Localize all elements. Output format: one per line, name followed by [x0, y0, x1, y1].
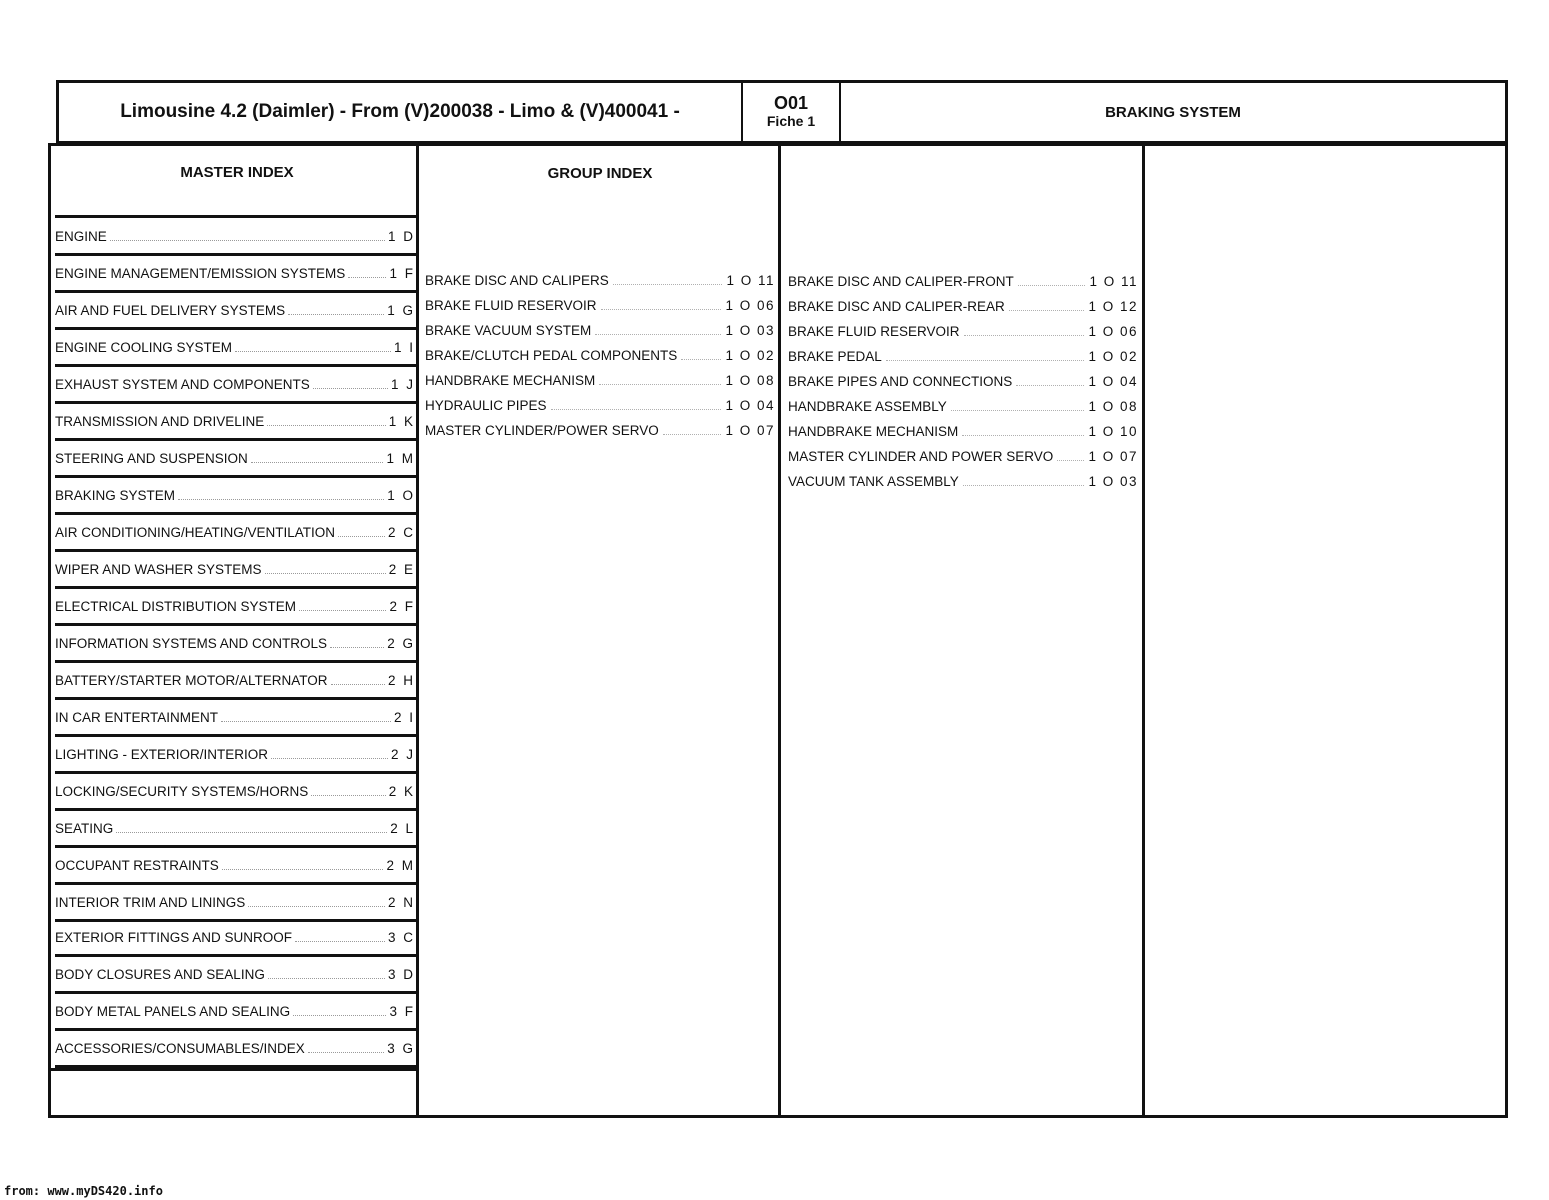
- sub-index-item-label: BRAKE DISC AND CALIPER-REAR: [788, 299, 1005, 314]
- leader-dots: [1057, 452, 1084, 461]
- master-index-item-code: 1 K: [388, 413, 415, 429]
- leader-dots: [265, 565, 386, 574]
- leader-dots: [681, 351, 721, 360]
- sub-index-item-code: 1 O 08: [1088, 399, 1138, 414]
- group-index-item-code: 1 O 04: [725, 398, 775, 413]
- group-index-item-code: 1 O 06: [725, 298, 775, 313]
- leader-dots: [271, 750, 388, 759]
- master-index-item-label: IN CAR ENTERTAINMENT: [55, 709, 219, 725]
- master-index-item-label: AIR CONDITIONING/HEATING/VENTILATION: [55, 524, 336, 540]
- sub-index-item-label: BRAKE DISC AND CALIPER-FRONT: [788, 274, 1014, 289]
- document-title: Limousine 4.2 (Daimler) - From (V)200038 - Limo & (V)400041 -: [59, 83, 743, 141]
- leader-dots: [110, 232, 385, 241]
- group-index-item[interactable]: [425, 418, 775, 443]
- master-index-item-label: EXHAUST SYSTEM AND COMPONENTS: [55, 376, 310, 392]
- leader-dots: [962, 427, 1084, 436]
- master-index-item-label: BRAKING SYSTEM: [55, 487, 176, 503]
- leader-dots: [116, 824, 387, 833]
- leader-dots: [308, 1044, 384, 1053]
- leader-dots: [601, 301, 722, 310]
- fiche-cell: [743, 83, 841, 141]
- master-index-item-label: EXTERIOR FITTINGS AND SUNROOF: [55, 929, 293, 945]
- master-index-item-code: 2 M: [386, 857, 415, 873]
- source-footer: from: www.myDS420.info: [4, 1184, 163, 1198]
- master-index-item[interactable]: [55, 663, 419, 700]
- master-index-item-code: 2 E: [388, 561, 415, 577]
- master-index-item-code: 2 J: [390, 746, 415, 762]
- master-index-item-code: 2 I: [393, 709, 415, 725]
- sub-index-item-label: HANDBRAKE ASSEMBLY: [788, 399, 947, 414]
- group-index-item-label: BRAKE VACUUM SYSTEM: [425, 323, 592, 338]
- leader-dots: [331, 676, 385, 685]
- group-index-item-code: 1 O 02: [725, 348, 775, 363]
- column-divider: [1142, 143, 1145, 1118]
- master-index-item-label: BATTERY/STARTER MOTOR/ALTERNATOR: [55, 672, 328, 688]
- sub-index-item-label: VACUUM TANK ASSEMBLY: [788, 474, 959, 489]
- leader-dots: [313, 380, 388, 389]
- master-index-item[interactable]: [55, 219, 419, 256]
- master-index-item[interactable]: [55, 478, 419, 515]
- master-index-item-label: INFORMATION SYSTEMS AND CONTROLS: [55, 635, 328, 651]
- sub-index-list: [788, 269, 1138, 494]
- leader-dots: [248, 898, 385, 907]
- leader-dots: [295, 933, 385, 942]
- master-index-end-rule: [51, 1068, 419, 1071]
- group-index-item-label: MASTER CYLINDER/POWER SERVO: [425, 423, 659, 438]
- sub-index-item-code: 1 O 06: [1088, 324, 1138, 339]
- leader-dots: [1016, 377, 1084, 386]
- master-index-item[interactable]: [55, 848, 419, 885]
- master-index-item-label: LIGHTING - EXTERIOR/INTERIOR: [55, 746, 269, 762]
- sub-index-item[interactable]: [788, 369, 1138, 394]
- master-index-item-code: 2 G: [387, 635, 415, 651]
- leader-dots: [235, 343, 391, 352]
- sub-index-item-code: 1 O 07: [1088, 449, 1138, 464]
- master-index-item-label: WIPER AND WASHER SYSTEMS: [55, 561, 262, 577]
- group-index-item[interactable]: [425, 293, 775, 318]
- group-index-item[interactable]: [425, 368, 775, 393]
- master-index-item-code: 1 F: [389, 265, 415, 281]
- leader-dots: [299, 602, 386, 611]
- group-index-item-label: BRAKE DISC AND CALIPERS: [425, 273, 609, 288]
- group-index-item-label: BRAKE/CLUTCH PEDAL COMPONENTS: [425, 348, 678, 363]
- leader-dots: [268, 970, 385, 979]
- master-index-item[interactable]: [55, 552, 419, 589]
- master-index-item-label: BODY CLOSURES AND SEALING: [55, 966, 265, 982]
- master-index-item-code: 1 I: [393, 339, 415, 355]
- master-index-item[interactable]: [55, 256, 419, 293]
- sub-index-item-label: MASTER CYLINDER AND POWER SERVO: [788, 449, 1054, 464]
- sub-index-item-label: BRAKE FLUID RESERVOIR: [788, 324, 960, 339]
- sub-index-item[interactable]: [788, 469, 1138, 494]
- master-index-item-code: 1 O: [387, 487, 415, 503]
- section-title: BRAKING SYSTEM: [1105, 103, 1241, 121]
- leader-dots: [338, 528, 385, 537]
- master-index-item[interactable]: [55, 293, 419, 330]
- master-index-item-code: 3 G: [387, 1040, 415, 1056]
- group-index-item-code: 1 O 08: [725, 373, 775, 388]
- leader-dots: [663, 426, 722, 435]
- master-index-item[interactable]: [55, 330, 419, 367]
- master-index-item-code: 2 L: [390, 820, 415, 836]
- master-index-item-label: ELECTRICAL DISTRIBUTION SYSTEM: [55, 598, 297, 614]
- group-index-item-code: 1 O 03: [725, 323, 775, 338]
- leader-dots: [886, 352, 1085, 361]
- leader-dots: [267, 417, 385, 426]
- sub-index-item-code: 1 O 04: [1088, 374, 1138, 389]
- master-index-item-label: ENGINE COOLING SYSTEM: [55, 339, 233, 355]
- column-divider: [778, 143, 781, 1118]
- master-index-item-label: SEATING: [55, 820, 114, 836]
- master-index-item-code: 2 H: [387, 672, 415, 688]
- sub-index-item-code: 1 O 03: [1088, 474, 1138, 489]
- master-index-item-label: INTERIOR TRIM AND LININGS: [55, 894, 246, 910]
- leader-dots: [951, 402, 1085, 411]
- leader-dots: [1018, 277, 1086, 286]
- header-box: [56, 80, 1508, 144]
- master-index-item-code: 2 C: [387, 524, 415, 540]
- leader-dots: [222, 861, 384, 870]
- master-index-heading: MASTER INDEX: [180, 164, 294, 181]
- group-index-item[interactable]: [425, 393, 775, 418]
- group-index-item[interactable]: [425, 343, 775, 368]
- master-index-item-code: 2 F: [389, 598, 415, 614]
- master-index-item-label: ENGINE MANAGEMENT/EMISSION SYSTEMS: [55, 265, 346, 281]
- master-index-item-label: LOCKING/SECURITY SYSTEMS/HORNS: [55, 783, 309, 799]
- sub-index-item-code: 1 O 02: [1088, 349, 1138, 364]
- sub-index-item-code: 1 O 10: [1088, 424, 1138, 439]
- master-index-item-label: ENGINE: [55, 228, 107, 244]
- master-index-item[interactable]: [55, 885, 419, 922]
- sub-index-item[interactable]: [788, 294, 1138, 319]
- master-index-item[interactable]: [55, 700, 419, 737]
- group-index-item-label: BRAKE FLUID RESERVOIR: [425, 298, 597, 313]
- sub-index-item-label: BRAKE PIPES AND CONNECTIONS: [788, 374, 1013, 389]
- master-index-item-label: TRANSMISSION AND DRIVELINE: [55, 413, 265, 429]
- group-index-item[interactable]: [425, 318, 775, 343]
- group-index-item-code: 1 O 07: [725, 423, 775, 438]
- leader-dots: [251, 454, 384, 463]
- master-index-item[interactable]: [55, 515, 419, 552]
- leader-dots: [293, 1007, 386, 1016]
- sub-index-item[interactable]: [788, 344, 1138, 369]
- master-index-item-code: 1 D: [387, 228, 415, 244]
- master-index-item-label: STEERING AND SUSPENSION: [55, 450, 248, 466]
- master-index-item[interactable]: [55, 737, 419, 774]
- leader-dots: [348, 269, 386, 278]
- master-index-item-code: 1 M: [386, 450, 415, 466]
- master-index-item-label: AIR AND FUEL DELIVERY SYSTEMS: [55, 302, 286, 318]
- master-index-item[interactable]: [55, 920, 419, 957]
- master-index-item-code: 1 G: [387, 302, 415, 318]
- sub-index-item[interactable]: [788, 269, 1138, 294]
- master-index-item-label: ACCESSORIES/CONSUMABLES/INDEX: [55, 1040, 305, 1056]
- master-index-heading-rule: [55, 215, 419, 218]
- master-index-item-code: 2 K: [388, 783, 415, 799]
- leader-dots: [330, 639, 384, 648]
- master-index-item[interactable]: [55, 589, 419, 626]
- group-index-item[interactable]: [425, 268, 775, 293]
- sub-index-item[interactable]: [788, 419, 1138, 444]
- master-index-item[interactable]: [55, 957, 419, 994]
- group-index-item-label: HYDRAULIC PIPES: [425, 398, 547, 413]
- group-index-heading: GROUP INDEX: [547, 165, 653, 182]
- leader-dots: [1009, 302, 1085, 311]
- leader-dots: [551, 401, 722, 410]
- master-index-item[interactable]: [55, 404, 419, 441]
- master-index-item[interactable]: [55, 367, 419, 404]
- master-index-item[interactable]: [55, 1031, 419, 1068]
- master-index-item[interactable]: [55, 811, 419, 848]
- master-index-item-code: 3 F: [389, 1003, 415, 1019]
- master-index-item-code: 3 D: [387, 966, 415, 982]
- master-index-item[interactable]: [55, 774, 419, 811]
- sub-index-item-code: 1 O 11: [1089, 274, 1138, 289]
- sub-index-item[interactable]: [788, 444, 1138, 469]
- leader-dots: [599, 376, 721, 385]
- master-index-item[interactable]: [55, 626, 419, 663]
- leader-dots: [221, 713, 391, 722]
- fiche-code: O01: [773, 93, 809, 113]
- leader-dots: [964, 327, 1085, 336]
- master-index-item[interactable]: [55, 994, 419, 1031]
- fiche-label: Fiche 1: [766, 113, 816, 129]
- group-index-list: [425, 268, 775, 443]
- sub-index-item-label: BRAKE PEDAL: [788, 349, 882, 364]
- leader-dots: [963, 477, 1085, 486]
- sub-index-item-label: HANDBRAKE MECHANISM: [788, 424, 959, 439]
- master-index-item-label: BODY METAL PANELS AND SEALING: [55, 1003, 291, 1019]
- master-index-item-label: OCCUPANT RESTRAINTS: [55, 857, 219, 873]
- master-index-item[interactable]: [55, 441, 419, 478]
- group-index-item-code: 1 O 11: [726, 273, 775, 288]
- leader-dots: [613, 276, 723, 285]
- sub-index-item[interactable]: [788, 394, 1138, 419]
- group-index-item-label: HANDBRAKE MECHANISM: [425, 373, 596, 388]
- leader-dots: [288, 306, 384, 315]
- sub-index-item-code: 1 O 12: [1088, 299, 1138, 314]
- leader-dots: [311, 787, 385, 796]
- sub-index-item[interactable]: [788, 319, 1138, 344]
- master-index-item-code: 1 J: [390, 376, 415, 392]
- leader-dots: [595, 326, 721, 335]
- master-index-item-code: 3 C: [387, 929, 415, 945]
- leader-dots: [178, 491, 384, 500]
- master-index-item-code: 2 N: [387, 894, 415, 910]
